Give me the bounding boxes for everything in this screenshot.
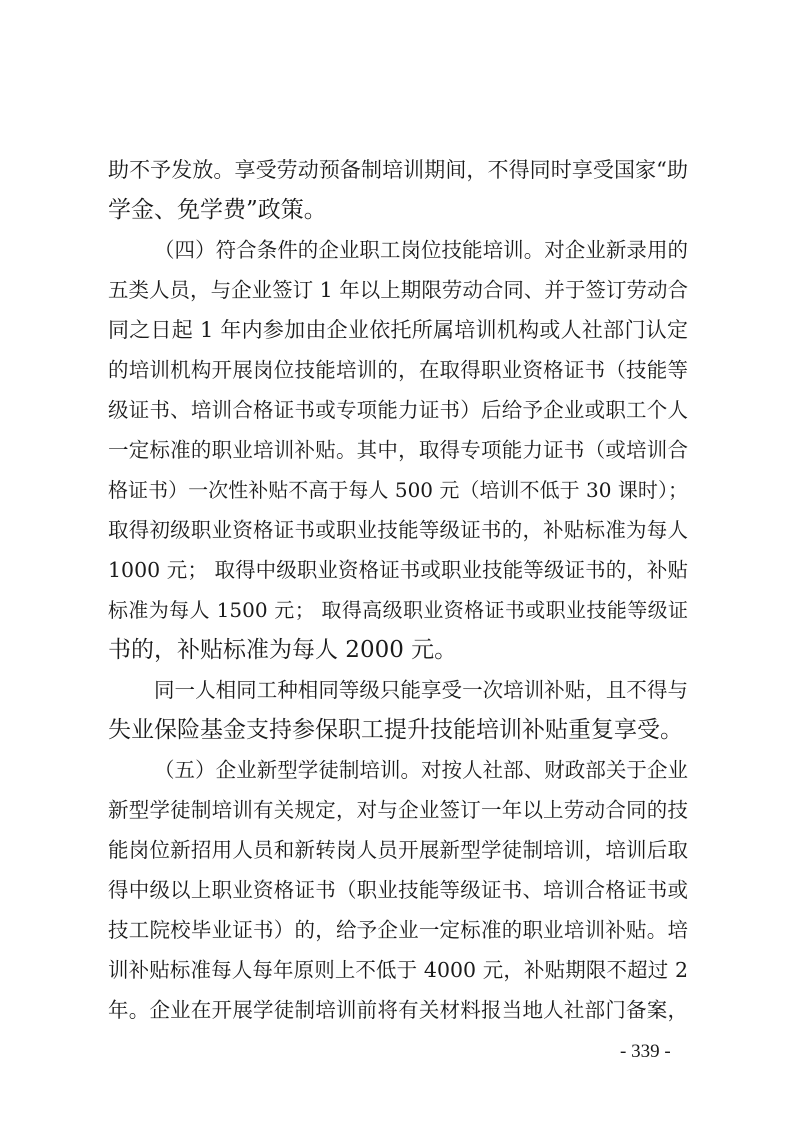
body-line: 能岗位新招用人员和新转岗人员开展新型学徒制培训，培训后取: [108, 838, 688, 862]
body-line: 书的，补贴标准为每人 2000 元。: [108, 637, 458, 663]
body-line: 失业保险基金支持参保职工提升技能培训补贴重复享受。: [108, 717, 683, 743]
body-line: 级证书、培训合格证书或专项能力证书）后给予企业或职工个人: [108, 398, 688, 422]
body-line: （五）企业新型学徒制培训。对按人社部、财政部关于企业: [154, 758, 688, 782]
body-line: 五类人员，与企业签订 1 年以上期限劳动合同、并于签订劳动合: [108, 278, 688, 302]
body-line: 标准为每人 1500 元； 取得高级职业资格证书或职业技能等级证: [108, 598, 688, 622]
body-line: 格证书）一次性补贴不高于每人 500 元（培训不低于 30 课时）；: [108, 478, 688, 502]
body-line: 技工院校毕业证书）的，给予企业一定标准的职业培训补贴。培: [108, 918, 688, 942]
body-line: 助不予发放。享受劳动预备制培训期间，不得同时享受国家“助: [108, 158, 688, 182]
body-line: 1000 元； 取得中级职业资格证书或职业技能等级证书的，补贴: [108, 558, 688, 582]
body-line: （四）符合条件的企业职工岗位技能培训。对企业新录用的: [154, 238, 688, 262]
body-line: 取得初级职业资格证书或职业技能等级证书的，补贴标准为每人: [108, 518, 688, 542]
body-line: 训补贴标准每人每年原则上不低于 4000 元，补贴期限不超过 2: [108, 958, 688, 982]
body-line: 同之日起 1 年内参加由企业依托所属培训机构或人社部门认定: [108, 318, 688, 342]
body-line: 新型学徒制培训有关规定，对与企业签订一年以上劳动合同的技: [108, 798, 688, 822]
body-line: 学金、免学费”政策。: [108, 197, 327, 223]
body-line: 得中级以上职业资格证书（职业技能等级证书、培训合格证书或: [108, 878, 688, 902]
body-line: 一定标准的职业培训补贴。其中，取得专项能力证书（或培训合: [108, 438, 688, 462]
page-number: - 339 -: [620, 1041, 671, 1062]
body-line: 年。企业在开展学徒制培训前将有关材料报当地人社部门备案，: [108, 998, 688, 1022]
body-line: 的培训机构开展岗位技能培训的，在取得职业资格证书（技能等: [108, 358, 688, 382]
body-line: 同一人相同工种相同等级只能享受一次培训补贴，且不得与: [154, 678, 688, 702]
